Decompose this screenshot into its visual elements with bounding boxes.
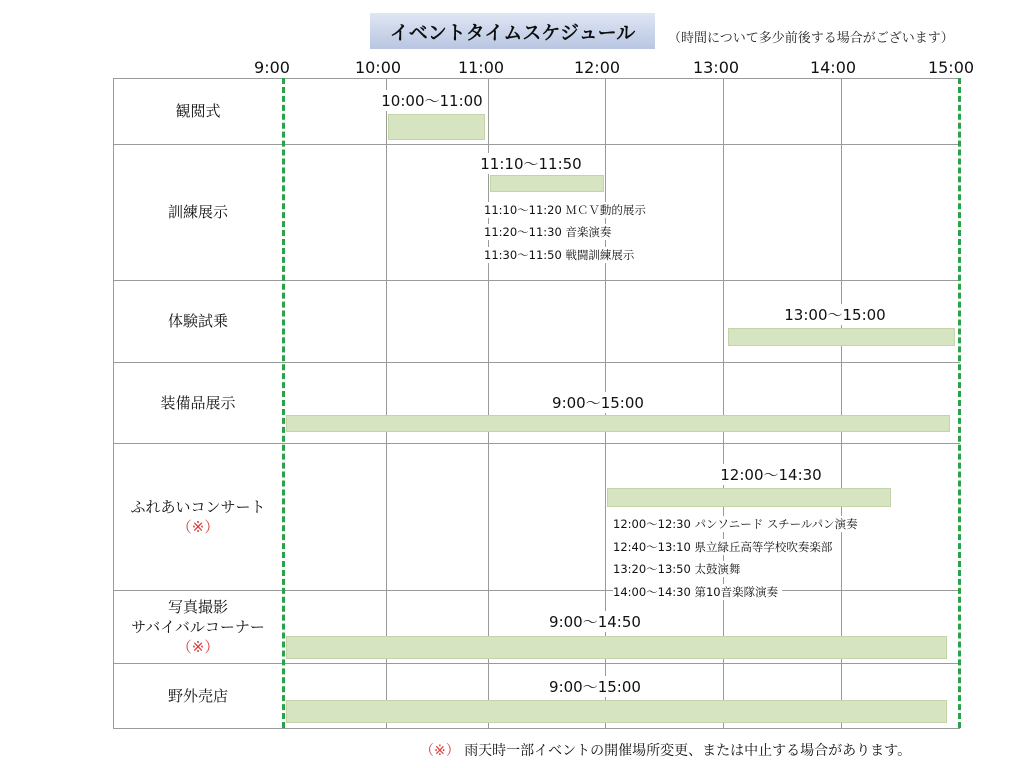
rain-note-mark: （※）	[420, 743, 460, 759]
row-label-text: サバイバルコーナー	[131, 617, 265, 636]
program-item: 11:10〜11:20 ＭＣＶ動的展示	[484, 202, 650, 218]
row-label-photo-survival	[113, 590, 283, 663]
grid-vline-1400	[841, 78, 842, 728]
grid-hline	[113, 728, 960, 729]
time-label-1400: 14:00	[809, 58, 857, 77]
schedule-bar	[490, 175, 604, 192]
schedule-bar	[286, 415, 950, 432]
row-label-text: ふれあいコンサート	[130, 497, 266, 516]
page-title	[370, 13, 655, 49]
time-label-1200: 12:00	[573, 58, 621, 77]
end-time-dashed-line	[958, 78, 961, 728]
schedule-bar	[286, 700, 947, 723]
time-label-1300: 13:00	[692, 58, 740, 77]
bar-time-label: 9:00〜15:00	[546, 676, 644, 697]
time-label-1100: 11:00	[457, 58, 505, 77]
row-label-equipment-display	[113, 362, 283, 443]
row-label-outdoor-shop	[113, 663, 283, 728]
rain-note-mark: （※）	[176, 637, 220, 656]
schedule-bar	[286, 636, 947, 659]
program-item: 14:00〜14:30 第10音楽隊演奏	[613, 584, 782, 600]
time-label-1500: 15:00	[927, 58, 975, 77]
grid-vline-1000	[386, 78, 387, 728]
program-item: 13:20〜13:50 太鼓演舞	[613, 561, 744, 577]
row-label-text: 野外売店	[167, 686, 228, 705]
schedule-note: （時間について多少前後する場合がございます）	[668, 31, 954, 46]
program-item: 11:20〜11:30 音楽演奏	[484, 224, 615, 240]
rain-note-mark: （※）	[176, 517, 220, 536]
grid-vline-1100	[488, 78, 489, 728]
row-label-concert	[113, 443, 283, 590]
bar-time-label: 12:00〜14:30	[717, 464, 824, 485]
row-label-review-ceremony	[113, 78, 283, 144]
program-item: 11:30〜11:50 戦闘訓練展示	[484, 247, 638, 263]
page-title-text: イベントタイムスケジュール	[389, 21, 636, 44]
bar-time-label: 9:00〜15:00	[549, 392, 647, 413]
bar-time-label: 13:00〜15:00	[781, 304, 888, 325]
grid-vline-1300	[723, 78, 724, 728]
row-label-text: 写真撮影	[167, 597, 228, 616]
rain-footnote	[420, 740, 911, 760]
time-label-1000: 10:00	[354, 58, 402, 77]
row-label-training-display	[113, 144, 283, 280]
schedule-bar	[607, 488, 891, 507]
time-label-0900: 9:00	[254, 58, 290, 77]
footnote-text: 雨天時一部イベントの開催場所変更、または中止する場合があります。	[464, 743, 912, 759]
bar-time-label: 11:10〜11:50	[477, 153, 584, 174]
row-label-text: 装備品展示	[160, 393, 236, 412]
program-item: 12:00〜12:30 パンソニード スチールパン演奏	[613, 516, 862, 532]
bar-time-label: 10:00〜11:00	[378, 90, 485, 111]
schedule-bar	[388, 114, 485, 140]
row-label-text: 訓練展示	[167, 203, 228, 221]
bar-time-label: 9:00〜14:50	[546, 611, 644, 632]
row-label-test-ride	[113, 280, 283, 362]
program-item: 12:40〜13:10 県立緑丘高等学校吹奏楽部	[613, 539, 836, 555]
schedule-bar	[728, 328, 955, 346]
row-label-text: 体験試乗	[167, 312, 228, 330]
row-label-text: 観閲式	[175, 102, 221, 120]
